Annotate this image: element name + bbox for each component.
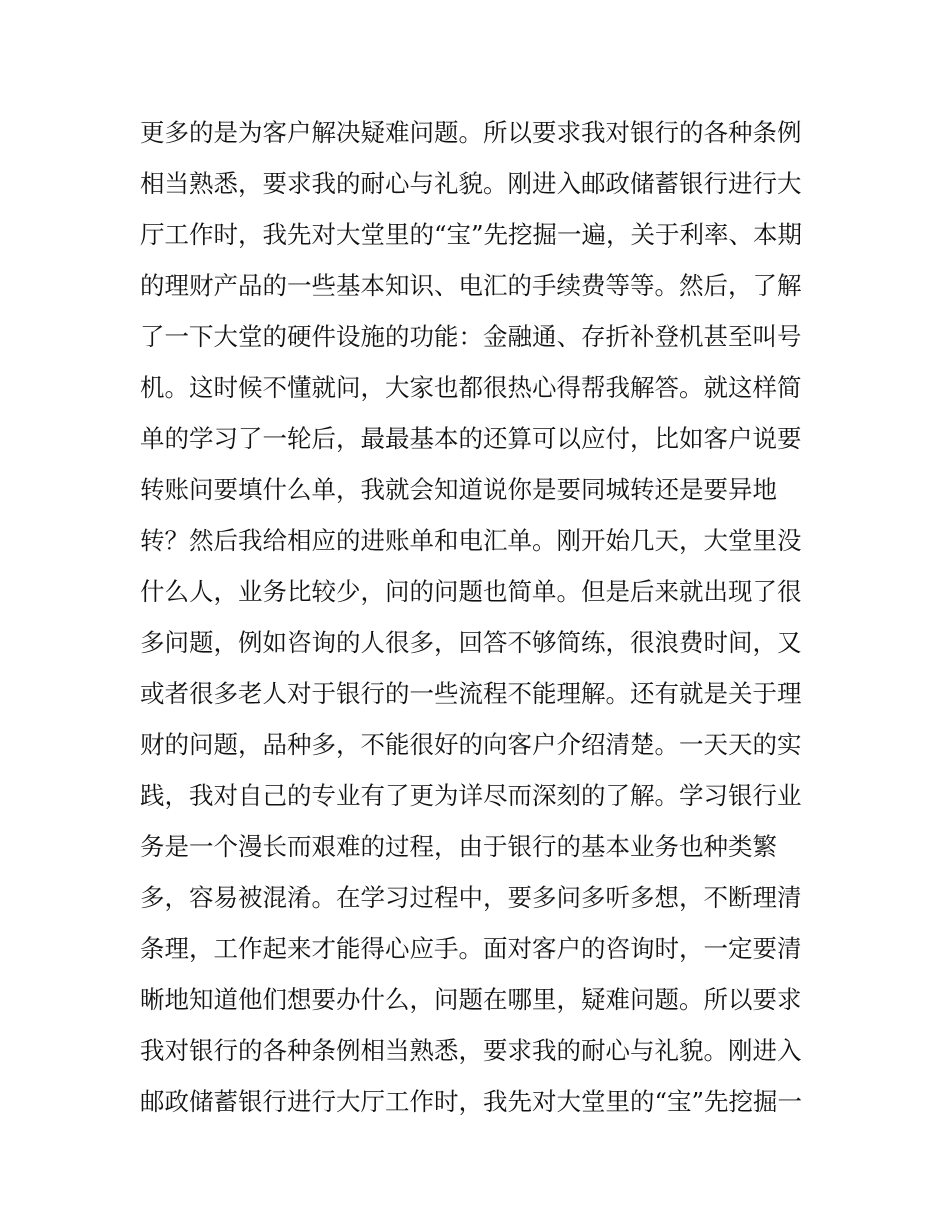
- text-line-3: 厅工作时，我先对大堂里的“宝”先挖掘一遍，关于利率、本期: [140, 220, 803, 249]
- text-line-1: 更多的是为客户解决疑难问题。所以要求我对银行的各种条例: [140, 118, 802, 147]
- text-line-14: 践，我对自己的专业有了更为详尽而深刻的了解。学习银行业: [140, 781, 802, 810]
- text-line-7: 单的学习了一轮后，最最基本的还算可以应付，比如客户说要: [140, 424, 802, 453]
- body-text: [140, 107, 830, 1127]
- text-line-6: 机。这时候不懂就问，大家也都很热心得帮我解答。就这样简: [140, 373, 802, 402]
- text-line-5: 了一下大堂的硬件设施的功能：金融通、存折补登机甚至叫号: [140, 322, 802, 351]
- text-line-20: 邮政储蓄银行进行大厅工作时，我先对大堂里的“宝”先挖掘一: [140, 1087, 803, 1116]
- text-line-12: 或者很多老人对于银行的一些流程不能理解。还有就是关于理: [140, 679, 802, 708]
- text-line-17: 条理，工作起来才能得心应手。面对客户的咨询时，一定要清: [140, 934, 802, 963]
- text-line-4: 的理财产品的一些基本知识、电汇的手续费等等。然后，了解: [140, 271, 802, 300]
- text-line-15: 务是一个漫长而艰难的过程，由于银行的基本业务也种类繁: [140, 832, 777, 861]
- text-line-2: 相当熟悉，要求我的耐心与礼貌。刚进入邮政储蓄银行进行大: [140, 169, 802, 198]
- text-line-19: 我对银行的各种条例相当熟悉，要求我的耐心与礼貌。刚进入: [140, 1036, 802, 1065]
- text-line-9: 转？然后我给相应的进账单和电汇单。刚开始几天，大堂里没: [140, 526, 802, 555]
- text-line-18: 晰地知道他们想要办什么，问题在哪里，疑难问题。所以要求: [140, 985, 802, 1014]
- text-line-10: 什么人，业务比较少，问的问题也简单。但是后来就出现了很: [140, 577, 802, 606]
- text-line-8: 转账问要填什么单，我就会知道说你是要同城转还是要异地: [140, 475, 777, 504]
- text-line-11: 多问题，例如咨询的人很多，回答不够简练，很浪费时间，又: [140, 628, 802, 657]
- text-line-16: 多，容易被混淆。在学习过程中，要多问多听多想，不断理清: [140, 883, 802, 912]
- text-line-13: 财的问题，品种多，不能很好的向客户介绍清楚。一天天的实: [140, 730, 802, 759]
